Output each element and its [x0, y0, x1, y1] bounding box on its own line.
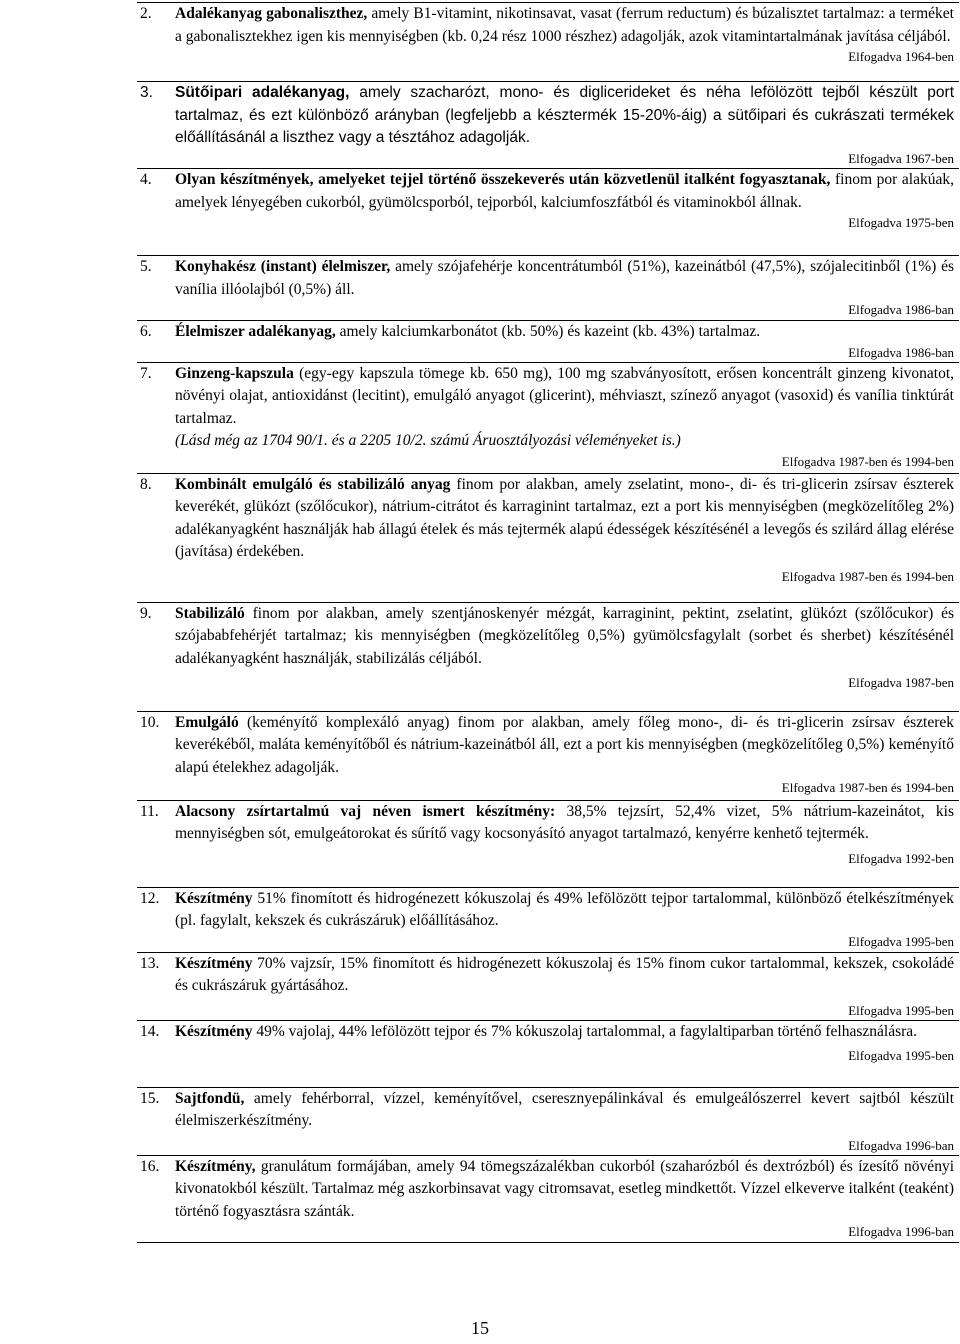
- ruling-row-3: [137, 82, 959, 169]
- ruling-number: 6.: [140, 323, 152, 340]
- ruling-body: [175, 82, 959, 168]
- ruling-term: Élelmiszer adalékanyag,: [175, 323, 336, 340]
- ruling-term: Olyan készítmények, amelyeket tejjel történő összekeverés után közvetlenül italként fogyasztanak,: [175, 171, 831, 188]
- ruling-text: 70% vajzsír, 15% finomított és hidrogénezett kókuszolaj és 15% finom cukor tartalommal, kekszek, csokoládé és cukrászáruk gyártásához.: [175, 954, 954, 994]
- ruling-text: finom por alakban, amely zselatint, mono-, di- és tri-glicerin zsírsav észterek keverékét, glükózt (szőlőcukor), nátrium-citrátot és karraginint tartalmaz, ezt a port kis mennyiségben (megközelítőleg 2%) adalékanyagként használják hab állagú ételek és más tejtermék alapú édességek készítésénél a levegős és szilárd állag elérése (javítása) érdekében.: [175, 475, 954, 560]
- ruling-text: amely B1-vitamint, nikotinsavat, vasat (ferrum reductum) és búzalisztet tartalmaz: a terméket a gabonalisztekhez igen kis mennyiségben (kb. 0,24 rész 1000 részhez) adagolják, azok vitamintartalmának javítása céljából.: [175, 5, 954, 45]
- ruling-number: 7.: [140, 364, 152, 382]
- ruling-number: 8.: [140, 475, 152, 493]
- rulings-table: [137, 2, 959, 1243]
- accepted-date: Elfogadva 1995-ben: [848, 933, 954, 949]
- ruling-text: (egy-egy kapszula tömege kb. 650 mg), 100 mg szabványosított, erősen koncentrált ginzeng kivonatot, növényi olajat, antioxidánst (lecitint), emulgáló anyagot (glicerint), méhviaszt, színező anyagot (vasoxid) és vanília tinktúrát tartalmaz.: [175, 364, 954, 427]
- ruling-body: [175, 321, 959, 362]
- ruling-term: Készítmény: [175, 889, 253, 907]
- ruling-row-8: [137, 474, 959, 603]
- ruling-number: 16.: [140, 1157, 160, 1175]
- ruling-text: amely fehérborral, vízzel, keményítővel, cseresznyepálinkával és emulgeálószerrel kevert sajtból készült élelmiszerkészítmény.: [175, 1089, 954, 1129]
- ruling-row-11: [137, 801, 959, 888]
- ruling-text: granulátum formájában, amely 94 tömegszázalékban cukorból (szaharózból és dextrózból) és ízesítő növényi kivonatokból készült. Tartalmaz még aszkorbinsavat vagy citromsavat, esetleg mindkettőt. Vízzel elkeverve italként (teaként) történő fogyasztásra szánták.: [175, 1157, 954, 1220]
- ruling-row-9: [137, 603, 959, 712]
- accepted-date: Elfogadva 1996-ban: [848, 1224, 954, 1239]
- ruling-body: [175, 801, 959, 887]
- ruling-body: [175, 363, 959, 473]
- ruling-row-6: [137, 321, 959, 363]
- ruling-term: Ginzeng-kapszula: [175, 364, 294, 382]
- ruling-term: Adalékanyag gabonaliszthez,: [175, 5, 368, 22]
- ruling-term: Stabilizáló: [175, 604, 245, 622]
- ruling-text: amely kalciumkarbonátot (kb. 50%) és kazeint (kb. 43%) tartalmaz.: [335, 323, 761, 340]
- ruling-number: 4.: [140, 171, 152, 188]
- ruling-body: [175, 1156, 959, 1242]
- ruling-term: Készítmény: [175, 954, 253, 972]
- ruling-body: [175, 256, 959, 320]
- accepted-date: Elfogadva 1967-ben: [848, 150, 954, 166]
- ruling-number: 10.: [140, 713, 160, 731]
- ruling-body: [175, 953, 959, 1020]
- accepted-date: Elfogadva 1992-ben: [848, 850, 954, 866]
- ruling-term: Sajtfondü,: [175, 1089, 245, 1107]
- page-number: 15: [471, 1318, 489, 1338]
- accepted-date: Elfogadva 1975-ben: [848, 215, 954, 230]
- ruling-row-12: [137, 888, 959, 953]
- ruling-term: Kombinált emulgáló és stabilizáló anyag: [175, 475, 451, 493]
- ruling-number: 11.: [140, 802, 159, 820]
- ruling-body: [175, 1021, 959, 1087]
- ruling-row-10: [137, 712, 959, 801]
- accepted-date: Elfogadva 1987-ben és 1994-ben: [781, 453, 954, 469]
- ruling-number: 5.: [140, 258, 152, 275]
- ruling-text: finom por alakban, amely szentjánoskenyér mézgát, karraginint, pektint, zselatint, glükózt (szőlőcukor) és szójababfehérjét tartalmaz; kis mennyiségben (megközelítőleg 0,5%) gyümölcsfagylalt (sorbet és sherbet) készítésénél adalékanyagként használják, stabilizálás céljából.: [175, 604, 954, 667]
- ruling-term: Készítmény,: [175, 1157, 256, 1175]
- ruling-number: 9.: [140, 604, 152, 622]
- accepted-date: Elfogadva 1964-ben: [848, 49, 954, 64]
- ruling-body: [175, 712, 959, 800]
- ruling-text: 38,5% tejzsírt, 52,4% vizet, 5% nátrium-kazeinátot, kis mennyiségben sót, emulgeátorokat és sűrítő vagy kocsonyásító anyagot tartalmazó, kenyérre kenhető tejtermék.: [175, 802, 954, 842]
- ruling-row-15: [137, 1088, 959, 1156]
- ruling-number: 12.: [140, 889, 160, 907]
- ruling-text: amely szójafehérje koncentrátumból (51%), kazeinátból (47,5%), szójalecitinből (1%) és vanília illóolajból (0,5%) áll.: [175, 258, 954, 298]
- ruling-body: [175, 169, 959, 255]
- ruling-body: [175, 1088, 959, 1155]
- ruling-row-7: [137, 363, 959, 474]
- ruling-row-2: [137, 3, 959, 82]
- ruling-row-14: [137, 1021, 959, 1088]
- accepted-date: Elfogadva 1987-ben: [848, 675, 954, 690]
- ruling-row-4: [137, 169, 959, 256]
- ruling-text: 49% vajolaj, 44% lefölözött tejpor és 7% kókuszolaj tartalommal, a fagylaltiparban történő felhasználásra.: [252, 1022, 918, 1040]
- ruling-term: Sütőipari adalékanyag,: [175, 84, 350, 101]
- ruling-number: 13.: [140, 954, 160, 972]
- accepted-date: Elfogadva 1996-ban: [848, 1137, 954, 1153]
- accepted-date: Elfogadva 1987-ben és 1994-ben: [781, 568, 954, 584]
- ruling-number: 2.: [140, 5, 152, 22]
- ruling-number: 3.: [140, 84, 153, 101]
- ruling-row-16: [137, 1156, 959, 1243]
- accepted-date: Elfogadva 1986-ban: [848, 344, 954, 360]
- ruling-body: [175, 3, 959, 81]
- ruling-text: finom por alakúak, amelyek lényegében cukorból, gyümölcsporból, tejporból, kalciumfoszfátból és vitaminokból állnak.: [175, 171, 954, 211]
- ruling-number: 14.: [140, 1022, 160, 1040]
- ruling-term: Készítmény: [175, 1022, 253, 1040]
- ruling-text: 51% finomított és hidrogénezett kókuszolaj és 49% lefölözött tejpor tartalommal, különböző ételkészítmények (pl. fagylalt, kekszek és cukrászáruk) előállításához.: [175, 889, 954, 929]
- ruling-term: Konyhakész (instant) élelmiszer,: [175, 258, 391, 275]
- ruling-body: [175, 603, 959, 711]
- ruling-row-13: [137, 953, 959, 1021]
- ruling-term: Emulgáló: [175, 713, 239, 731]
- ruling-body: [175, 888, 959, 952]
- ruling-text: amely szacharózt, mono- és diglicerideket és néha lefölözött tejből készült port tartalmaz, és ezt különböző arányban (legfeljebb a késztermék 15-20%-áig) a sütőipari és cukrászati termékek előállításánál a liszthez vagy a tésztához adagolják.: [175, 84, 954, 146]
- accepted-date: Elfogadva 1995-ben: [848, 1002, 954, 1018]
- accepted-date: Elfogadva 1987-ben és 1994-ben: [781, 780, 954, 795]
- accepted-date: Elfogadva 1995-ben: [848, 1048, 954, 1063]
- ruling-text: (keményítő komplexáló anyag) finom por alakban, amely főleg mono-, di- és tri-glicerin zsírsav észterek keverékéből, maláta keményítőből és nátrium-kazeinátból áll, ezt a port kis mennyiségben (megközelítőleg 0,5%) keményítő alapú ételekhez adagolják.: [175, 713, 954, 776]
- ruling-row-5: [137, 256, 959, 321]
- cross-reference-note: (Lásd még az 1704 90/1. és a 2205 10/2. számú Áruosztályozási véleményeket is.): [175, 432, 681, 449]
- ruling-term: Alacsony zsírtartalmú vaj néven ismert készítmény:: [175, 802, 556, 820]
- ruling-body: [175, 474, 959, 602]
- accepted-date: Elfogadva 1986-ban: [848, 302, 954, 317]
- ruling-number: 15.: [140, 1089, 160, 1107]
